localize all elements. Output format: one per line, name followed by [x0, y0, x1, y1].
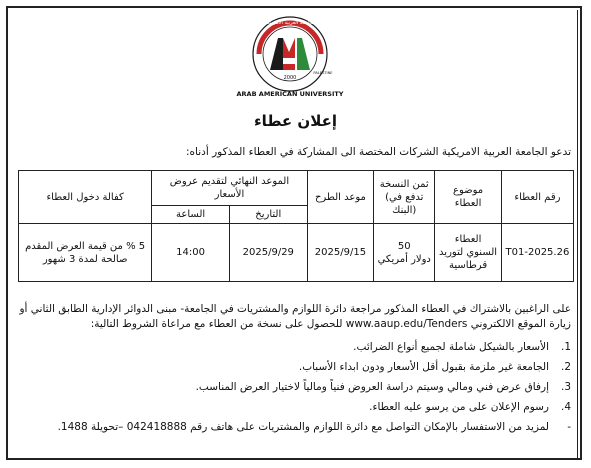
announcement-title: إعلان عطاء: [254, 112, 337, 130]
cell-bond: 5 % من قيمة العرض المقدم صالحة لمدة 3 شهور: [19, 224, 152, 282]
conditions-list: [18, 338, 571, 438]
announcement-body: [18, 302, 571, 438]
university-logo: [236, 14, 344, 98]
table-header-row: [19, 171, 574, 206]
header-deadline: الموعد النهائي لتقديم عروض الأسعار: [152, 171, 307, 206]
list-marker: 4.: [560, 400, 571, 413]
cell-price-amount: 50: [397, 240, 411, 252]
logo-country: PALESTINE: [313, 71, 333, 75]
list-marker: -: [567, 420, 571, 433]
cell-deadline-date: 2025/9/29: [229, 224, 307, 282]
list-item: [18, 398, 571, 418]
list-item: [18, 418, 571, 438]
instructions-paragraph: على الراغبين بالاشتراك في العطاء المذكور مراجعة دائرة اللوازم والمشتريات في الجامعة- مبنى الدوائر الإدارية الطابق الثاني أو زيارة الموقع الالكتروني www.aaup.edu/Tenders للحصول على نسخة من العطاء مع مراعاة الشروط التالية:: [19, 303, 571, 330]
cell-subject: العطاء السنوي لتوريد قرطاسية: [435, 224, 502, 282]
cell-price-currency: دولار أمريكي: [377, 253, 431, 265]
list-item-text: الجامعة غير ملزمة بقبول أقل الأسعار ودون ابداء الأسباب.: [298, 360, 549, 373]
header-deadline-date: التاريخ: [229, 206, 307, 224]
cell-deadline-time: 14:00: [152, 224, 230, 282]
header-bond: كفالة دخول العطاء: [19, 171, 152, 224]
list-item: [18, 338, 571, 358]
header-issue-date: موعد الطرح: [307, 171, 374, 224]
header-deadline-time: الساعة: [152, 206, 230, 224]
intro-text: تدعو الجامعة العربية الامريكية الشركات المختصة الى المشاركة في العطاء المذكور أدناه:: [186, 146, 571, 158]
logo-english-name: ARAB AMERICAN UNIVERSITY: [236, 90, 344, 98]
header-subject: موضوع العطاء: [435, 171, 502, 224]
list-item: [18, 378, 571, 398]
list-item-text: إرفاق عرض فني ومالي وسيتم دراسة العروض فنياً ومالياً لاختيار العرض المناسب.: [195, 380, 549, 393]
cell-issue-date: 2025/9/15: [307, 224, 374, 282]
list-marker: 2.: [560, 360, 571, 373]
cell-tender-no: T01-2025.26: [501, 224, 573, 282]
list-item-text: رسوم الإعلان على من يرسو عليه العطاء.: [369, 400, 549, 413]
list-marker: 1.: [560, 340, 571, 353]
cell-price: [374, 224, 435, 282]
logo-year: 2000: [283, 75, 297, 81]
list-item: [18, 358, 571, 378]
list-item-text: لمزيد من الاستفسار بالإمكان التواصل مع دائرة اللوازم والمشتريات على هاتف رقم 042418888 –تحويلة 1488.: [57, 420, 549, 433]
table-row: [19, 224, 574, 282]
tender-table: [18, 170, 574, 282]
list-marker: 3.: [560, 380, 571, 393]
logo-arabic-name: الجامعة العربية الأمريكية: [264, 20, 316, 26]
header-tender-no: رقم العطاء: [501, 171, 573, 224]
list-item-text: الأسعار بالشيكل شاملة لجميع أنواع الضرائب.: [353, 340, 549, 353]
header-price: ثمن النسخة تدفع في) (البنك: [374, 171, 435, 224]
